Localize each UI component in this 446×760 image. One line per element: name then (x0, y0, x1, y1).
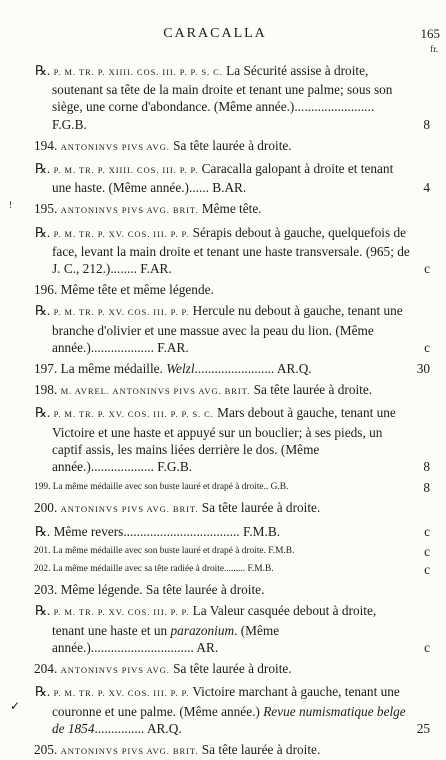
entry-200: 200. ANTONINVS PIVS AVG. BRIT. Sa tête laurée à droite. (34, 500, 321, 516)
value: 25 (416, 720, 430, 736)
entry-202: 202. La même médaille avec sa tête radiée à droite......... F.M.B. c (34, 562, 430, 578)
value: 8 (423, 116, 430, 132)
entry-reverse: ℞. P. M. TR. P. XV. COS. III. P. P. S. C. Mars debout à gauche, tenant une Victoire et une haste et appuyé sur un bouclier; à ses pieds, un captif assis, les mains liées derrière le dos. (Même année.)................... F.G.B. 8 (35, 405, 430, 475)
margin-mark: ǃ (9, 200, 12, 210)
entry-199: 199. La même médaille avec son buste lauré et drapé à droite.. G.B. 8 (34, 480, 430, 496)
page-number: 165 (420, 26, 440, 41)
value: 8 (423, 459, 430, 475)
value: 8 (423, 480, 430, 496)
value: 30 (416, 361, 430, 377)
entry-198: 198. M. AVREL. ANTONINVS PIVS AVG. BRIT. Sa tête laurée à droite. (34, 382, 373, 398)
entry-reverse: ℞. P. M. TR. P. XV. COS. III. P. P. Victoire marchant à gauche, tenant une couronne et une palme. (Même année.) Revue numismatique belge de 1854............... AR.Q. 25 (35, 684, 430, 736)
entry-205: 205. ANTONINVS PIVS AVG. BRIT. Sa tête laurée à droite. (34, 741, 321, 757)
entry-201: 201. La même médaille avec son buste lauré et drapé à droite. F.M.B. c (34, 543, 430, 559)
entry-197: 197. La même médaille. Welzl........................ AR.Q. 30 (34, 361, 430, 377)
entry-reverse: ℞. P. M. TR. P. XV. COS. III. P. P. Hercule nu debout à gauche, tenant une branche d'olivier et une massue avec la peau du lion. (Même année.)................... F.AR. c (35, 303, 430, 355)
value: 4 (423, 180, 430, 196)
value: c (424, 339, 430, 355)
entry-reverse: ℞. P. M. TR. P. XV. COS. III. P. P. La Valeur casquée debout à droite, tenant une haste et un parazonium. (Même année.)............................... AR. c (35, 603, 430, 655)
check-mark: ✓ (10, 699, 21, 713)
entry-reverse: ℞. P. M. TR. P. XV. COS. III. P. P. Sérapis debout à gauche, quelquefois de face, levant la main droite et tenant une haste transversale. (965; de J. C., 212.)........ F.AR. c (35, 224, 430, 277)
running-title: CARACALLA (163, 26, 267, 41)
value: c (424, 562, 430, 578)
value: c (424, 523, 430, 539)
entry-reverse: ℞. P. M. TR. P. XIIII. COS. III. P. P. S. C. La Sécurité assise à droite, soutenant sa tête de la main droite et tenant une palme; sous son siège, une corne d'abondance. (Même année.)........................ F.G.B. 8 (35, 63, 430, 132)
entry-195: 195. ANTONINVS PIVS AVG. BRIT. Même tête. (34, 201, 262, 217)
value: c (424, 639, 430, 655)
coin-catalog (0, 62, 446, 760)
entry-reverse: ℞. Même revers................................... F.M.B. c (35, 523, 430, 539)
entry-204: 204. ANTONINVS PIVS AVG. Sa tête laurée à droite. (34, 661, 292, 677)
value: c (424, 261, 430, 277)
entry-196: 196. Même tête et même légende. (34, 282, 214, 298)
value-unit: fr. (430, 44, 438, 54)
entry-203: 203. Même légende. Sa tête laurée à droite. (34, 582, 265, 598)
value: c (424, 543, 430, 559)
entry-reverse: ℞. P. M. TR. P. XIIII. COS. III. P. P. Caracalla galopant à droite et tenant une haste. (Même année.)...... B.AR. 4 (35, 161, 430, 196)
entry-194: 194. ANTONINVS PIVS AVG. Sa tête laurée à droite. (34, 137, 292, 153)
